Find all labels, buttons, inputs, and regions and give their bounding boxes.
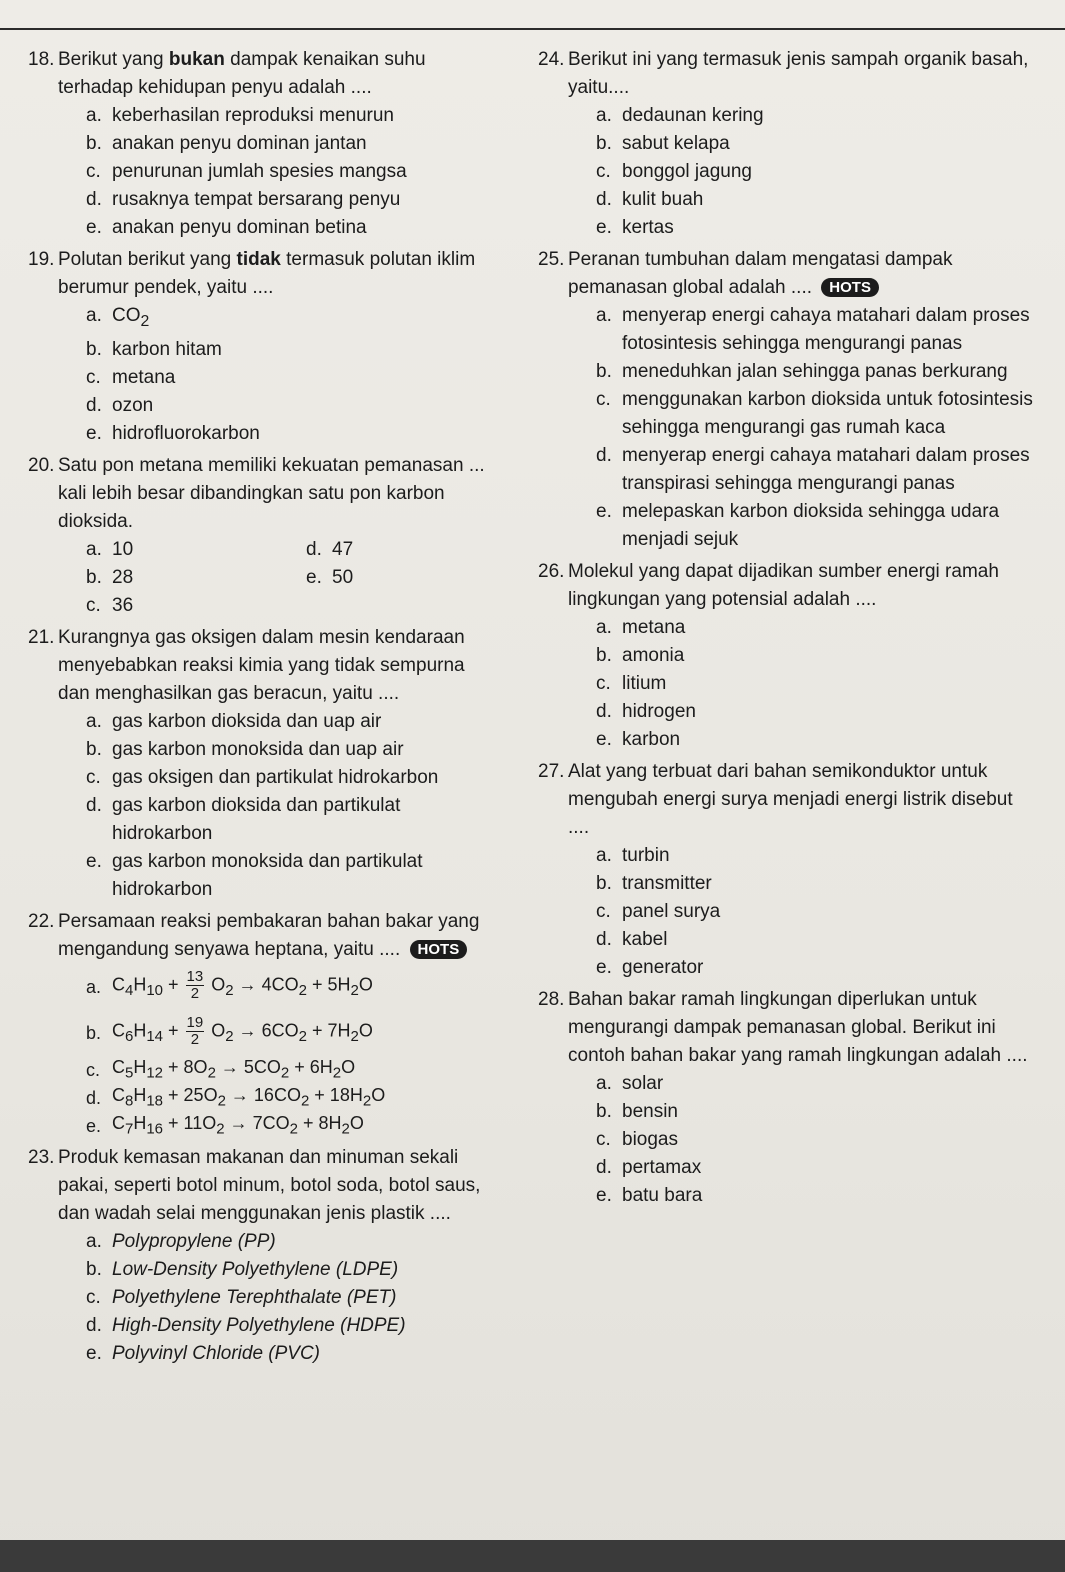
option-a: a. dedaunan kering [596, 105, 764, 126]
option-b: b. amonia [596, 645, 685, 666]
question-number: 24. [538, 49, 565, 70]
question-27 [538, 758, 1038, 982]
option-a: a. $CO_2$ [86, 305, 150, 330]
option-e: e. batu bara [596, 1185, 703, 1206]
option-b: b. $C_6H_{14}$ + $\frac{19}{2}$ $O_2 \to 6CO_2 + 7H_2O$ [86, 1013, 373, 1048]
option-d: d. hidrogen [596, 701, 696, 722]
option-d: d. pertamax [596, 1157, 702, 1178]
option-b: b. 28 [86, 566, 134, 588]
question-number: 28. [538, 989, 565, 1010]
option-a: a. metana [596, 617, 686, 638]
option-e: e. kertas [596, 217, 674, 238]
option-e: e. anakan penyu dominan betina [86, 217, 367, 238]
option-c: c. panel surya [596, 901, 721, 922]
question-number: 22. [28, 910, 55, 932]
option-d: d. ozon [86, 394, 154, 416]
option-d: d. kulit buah [596, 189, 704, 210]
question-stem: Satu pon metana memiliki kekuatan pemanasan ... kali lebih besar dibandingkan satu pon karbon dioksida. [58, 454, 485, 532]
right-column [538, 46, 1038, 1214]
hots-badge: HOTS [410, 940, 468, 959]
top-rule [0, 28, 1065, 30]
option-b: b. anakan penyu dominan jantan [86, 133, 367, 154]
option-e: e. Polyvinyl Chloride (PVC) [86, 1342, 321, 1364]
option-c: c. bonggol jagung [596, 161, 752, 182]
question-26 [538, 558, 1038, 754]
question-stem: Persamaan reaksi pembakaran bahan bakar yang mengandung senyawa heptana, yaitu .... HOTS [58, 910, 480, 960]
question-number: 25. [538, 249, 565, 270]
option-e: e. $C_7H_{16} + 11O_2 \to 7CO_2 + 8H_2O$ [86, 1112, 364, 1138]
question-stem: Bahan bakar ramah lingkungan diperlukan untuk mengurangi dampak pemanasan global. Berikut ini contoh bahan bakar yang ramah lingkungan adalah .... [568, 989, 1028, 1066]
option-a: a. menyerap energi cahaya matahari dalam proses fotosintesis sehingga mengurangi panas [596, 305, 1030, 354]
option-d: d. kabel [596, 929, 668, 950]
question-24 [538, 46, 1038, 242]
option-c: c. penurunan jumlah spesies mangsa [86, 161, 407, 182]
left-column [28, 46, 498, 1372]
question-19 [28, 246, 498, 448]
option-c: c. litium [596, 673, 667, 694]
option-a: a. gas karbon dioksida dan uap air [86, 710, 382, 732]
option-e: e. melepaskan karbon dioksida sehingga udara menjadi sejuk [596, 501, 1000, 550]
question-number: 19. [28, 249, 55, 270]
option-c: c. $C_5H_{12} + 8O_2 \to 5CO_2 + 6H_2O$ [86, 1056, 356, 1082]
option-d: d. rusaknya tempat bersarang penyu [86, 189, 401, 210]
option-d: d. 47 [306, 538, 354, 560]
question-stem: Peranan tumbuhan dalam mengatasi dampak pemanasan global adalah .... HOTS [568, 249, 953, 298]
question-number: 20. [28, 454, 55, 476]
option-a: a. keberhasilan reproduksi menurun [86, 105, 394, 126]
question-stem: Polutan berikut yang tidak termasuk polutan iklim berumur pendek, yaitu .... [58, 249, 476, 298]
option-a: a. solar [596, 1073, 664, 1094]
option-b: b. sabut kelapa [596, 133, 730, 154]
question-28 [538, 986, 1038, 1210]
option-c: c. 36 [86, 594, 134, 616]
question-25 [538, 246, 1038, 554]
hots-badge: HOTS [821, 278, 879, 297]
option-d: d. $C_8H_{18} + 25O_2 \to 16CO_2 + 18H_2O$ [86, 1084, 386, 1110]
option-c: c. biogas [596, 1129, 678, 1150]
option-b: b. meneduhkan jalan sehingga panas berkurang [596, 361, 1008, 382]
option-a: a. $C_4H_{10}$ + $\frac{13}{2}$ $O_2 \to 4CO_2 + 5H_2O$ [86, 967, 373, 1002]
option-d: d. gas karbon dioksida dan partikulat hidrokarbon [86, 794, 401, 844]
option-c: c. metana [86, 366, 176, 388]
question-20 [28, 452, 498, 620]
question-21 [28, 624, 498, 904]
option-a: a. 10 [86, 538, 134, 560]
question-stem: Berikut yang bukan dampak kenaikan suhu terhadap kehidupan penyu adalah .... [58, 49, 426, 98]
question-22 [28, 908, 498, 1140]
question-stem: Kurangnya gas oksigen dalam mesin kendaraan menyebabkan reaksi kimia yang tidak sempurna dan menghasilkan gas beracun, yaitu .... [58, 626, 465, 704]
bottom-band [0, 1540, 1065, 1572]
option-e: e. gas karbon monoksida dan partikulat hidrokarbon [86, 850, 423, 900]
option-b: b. gas karbon monoksida dan uap air [86, 738, 404, 760]
question-number: 21. [28, 626, 55, 648]
question-stem: Alat yang terbuat dari bahan semikonduktor untuk mengubah energi surya menjadi energi listrik disebut .... [568, 761, 1013, 838]
option-d: d. High-Density Polyethylene (HDPE) [86, 1314, 406, 1336]
option-b: b. bensin [596, 1101, 678, 1122]
option-c: c. menggunakan karbon dioksida untuk fotosintesis sehingga mengurangi gas rumah kaca [596, 389, 1033, 438]
option-e: e. hidrofluorokarbon [86, 422, 260, 444]
question-number: 23. [28, 1146, 55, 1168]
question-number: 26. [538, 561, 565, 582]
option-e: e. karbon [596, 729, 681, 750]
option-b: b. Low-Density Polyethylene (LDPE) [86, 1258, 399, 1280]
option-a: a. turbin [596, 845, 670, 866]
option-b: b. karbon hitam [86, 338, 222, 360]
option-c: c. Polyethylene Terephthalate (PET) [86, 1286, 397, 1308]
option-b: b. transmitter [596, 873, 712, 894]
question-23 [28, 1144, 498, 1368]
question-18 [28, 46, 498, 242]
question-number: 18. [28, 49, 55, 70]
question-number: 27. [538, 761, 565, 782]
option-e: e. 50 [306, 566, 354, 588]
question-stem: Molekul yang dapat dijadikan sumber energi ramah lingkungan yang potensial adalah .... [568, 561, 999, 610]
question-stem: Berikut ini yang termasuk jenis sampah organik basah, yaitu.... [568, 49, 1029, 98]
option-d: d. menyerap energi cahaya matahari dalam proses transpirasi sehingga mengurangi panas [596, 445, 1030, 494]
option-a: a. Polypropylene (PP) [86, 1230, 276, 1252]
option-c: c. gas oksigen dan partikulat hidrokarbon [86, 766, 439, 788]
option-e: e. generator [596, 957, 704, 978]
question-stem: Produk kemasan makanan dan minuman sekali pakai, seperti botol minum, botol soda, botol saus, dan wadah selai menggunakan jenis plastik .... [58, 1146, 481, 1224]
